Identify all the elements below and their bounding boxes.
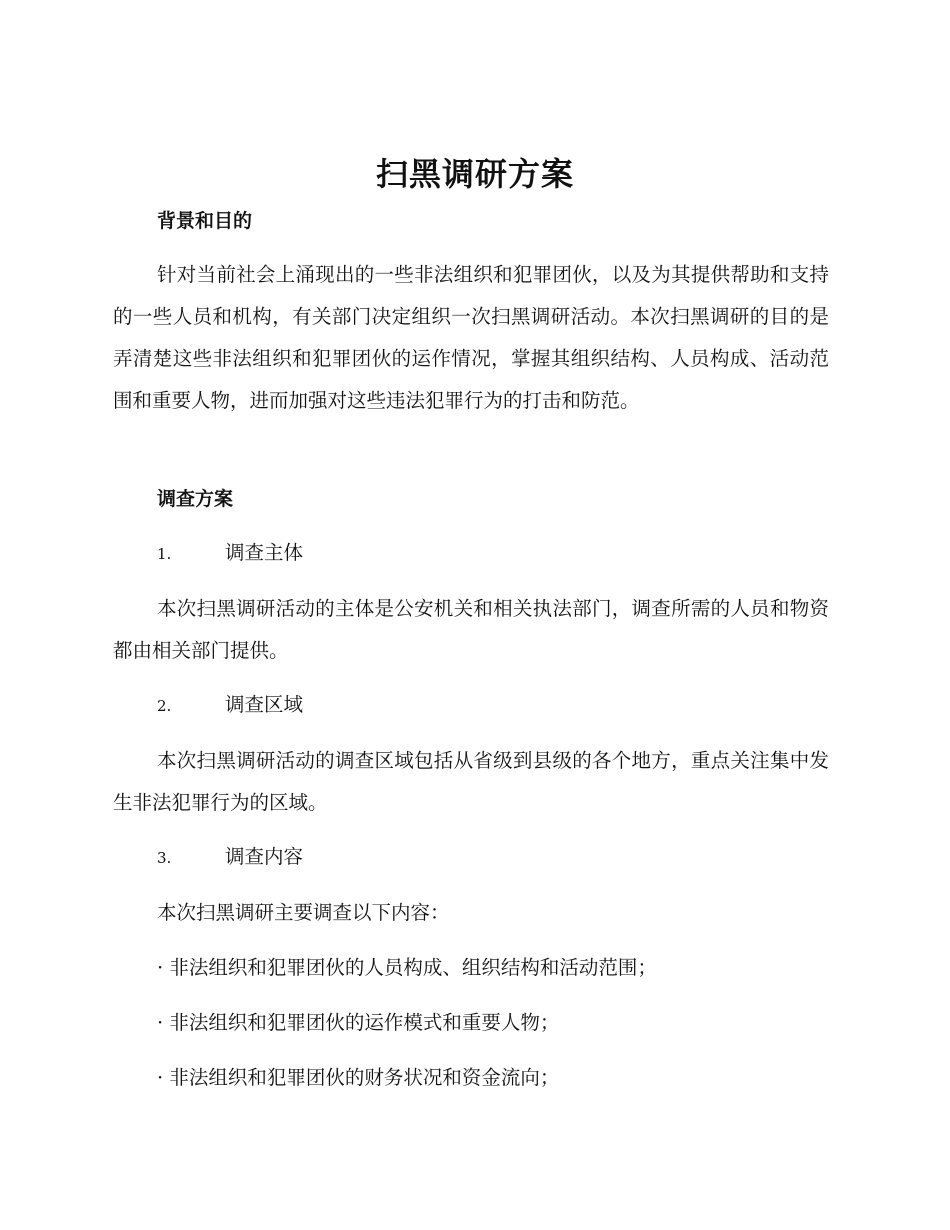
item-number: 2. [157,697,172,715]
numbered-item-2 [157,690,303,721]
section-heading-plan: 调查方案 [157,488,234,510]
subject-paragraph: 本次扫黑调研活动的主体是公安机关和相关执法部门，调查所需的人员和物资都由相关部门提供。 [113,597,829,662]
item-label: 调查主体 [225,541,304,564]
document-title: 扫黑调研方案 [375,155,574,193]
section-heading-background: 背景和目的 [157,210,253,232]
content-intro: 本次扫黑调研主要调查以下内容： [157,901,450,924]
bullet-item: · 非法组织和犯罪团伙的运作模式和重要人物； [157,1011,560,1034]
item-label: 调查内容 [225,845,304,868]
bullet-item: · 非法组织和犯罪团伙的人员构成、组织结构和活动范围； [157,956,657,979]
background-paragraph: 针对当前社会上涌现出的一些非法组织和犯罪团伙，以及为其提供帮助和支持的一些人员和机构，有关部门决定组织一次扫黑调研活动。本次扫黑调研的目的是弄清楚这些非法组织和犯罪团伙的运作情况，掌握其组织结构、人员构成、活动范围和重要人物，进而加强对这些违法犯罪行为的打击和防范。 [113,263,829,412]
item-number: 3. [157,849,172,867]
item-label: 调查区域 [225,693,304,716]
region-paragraph: 本次扫黑调研活动的调查区域包括从省级到县级的各个地方，重点关注集中发生非法犯罪行为的区域。 [113,749,829,814]
numbered-item-3 [157,842,303,873]
bullet-item: · 非法组织和犯罪团伙的财务状况和资金流向； [157,1066,560,1089]
numbered-item-1 [157,538,303,569]
item-number: 1. [157,545,172,563]
